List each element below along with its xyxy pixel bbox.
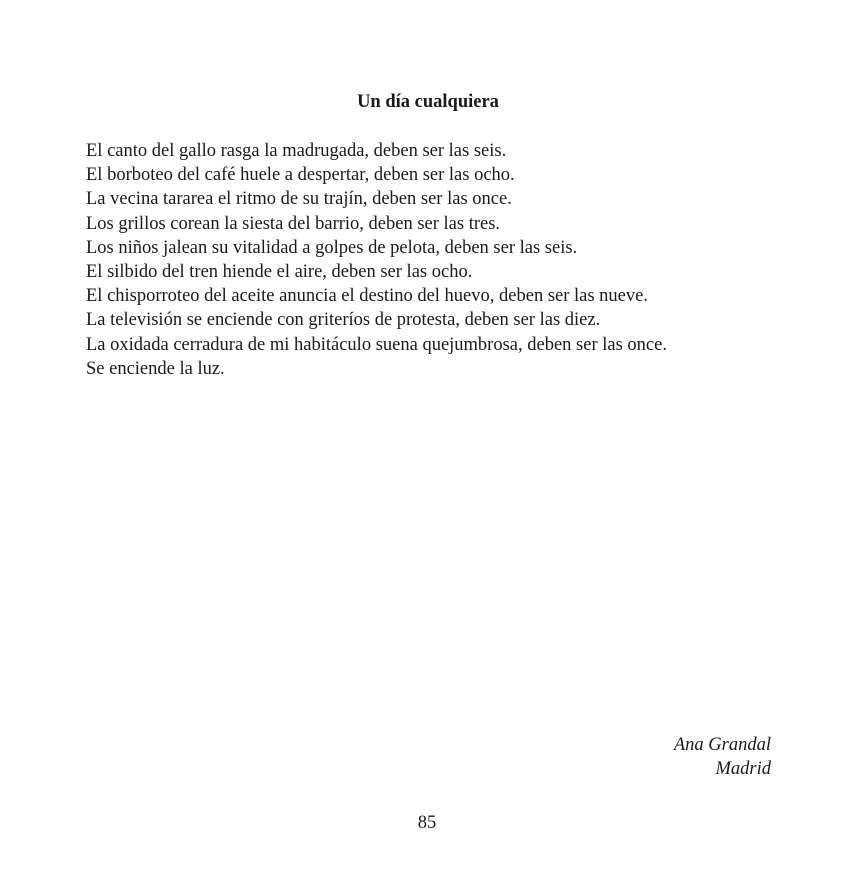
author-name: Ana Grandal [673, 735, 771, 755]
poem-line: La oxidada cerradura de mi habitáculo suena quejumbrosa, deben ser las once. [86, 334, 667, 355]
poem-line: El silbido del tren hiende el aire, deben ser las ocho. [86, 262, 473, 283]
author-city: Madrid [715, 759, 771, 779]
poem-line: El chisporroteo del aceite anuncia el destino del huevo, deben ser las nueve. [86, 286, 648, 307]
author-signature [674, 733, 771, 781]
poem-title: Un día cualquiera [357, 92, 499, 112]
poem-line: La vecina tararea el ritmo de su trajín, deben ser las once. [86, 189, 512, 210]
poem-line: Los grillos corean la siesta del barrio, deben ser las tres. [86, 213, 501, 234]
poem-line: El canto del gallo rasga la madrugada, deben ser las seis. [86, 141, 507, 161]
poem-body [86, 139, 806, 381]
page-number: 85 [417, 813, 437, 833]
poem-line: Los niños jalean su vitalidad a golpes de pelota, deben ser las seis. [86, 237, 578, 258]
poem-line: La televisión se enciende con griteríos de protesta, deben ser las diez. [86, 310, 601, 331]
poem-line: Se enciende la luz. [86, 358, 225, 379]
poem-line: El borboteo del café huele a despertar, deben ser las ocho. [86, 165, 515, 186]
